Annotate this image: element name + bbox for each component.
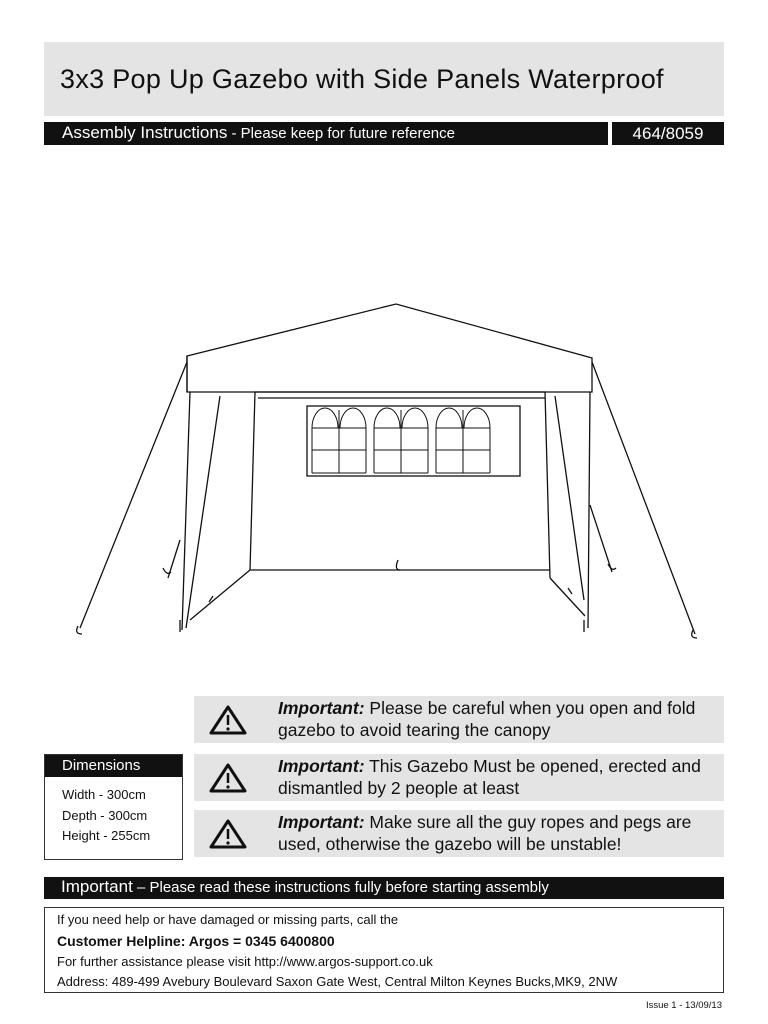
help-line: If you need help or have damaged or missing parts, call the xyxy=(57,912,399,927)
dimensions-box xyxy=(44,754,183,860)
page-title: 3x3 Pop Up Gazebo with Side Panels Waterproof xyxy=(60,64,664,94)
subtitle-bar xyxy=(44,122,608,145)
important-bar xyxy=(44,877,724,899)
subtitle-rest: - Please keep for future reference xyxy=(227,125,455,142)
warning-icon xyxy=(208,762,248,794)
customer-helpline: Customer Helpline: Argos = 0345 6400800 xyxy=(57,933,335,949)
dimension-width: Width - 300cm xyxy=(62,787,146,802)
warning-label: Important: xyxy=(278,698,365,718)
warning-label: Important: xyxy=(278,812,365,832)
warning-label: Important: xyxy=(278,756,365,776)
dimension-depth: Depth - 300cm xyxy=(62,807,148,823)
warning-box-3 xyxy=(194,810,724,857)
warning-icon xyxy=(208,704,248,736)
product-code: 464/8059 xyxy=(612,122,724,145)
dimensions-title: Dimensions xyxy=(45,755,182,777)
warning-text: Please be careful when you open and fold gazebo to avoid tearing the canopy xyxy=(278,698,696,740)
important-label: Important xyxy=(61,877,133,896)
warning-box-1 xyxy=(194,696,724,743)
address: Address: 489-499 Avebury Boulevard Saxon Gate West, Central Milton Keynes Bucks,MK9, 2NW xyxy=(57,974,618,989)
subtitle-main: Assembly Instructions xyxy=(62,123,228,142)
warning-text: Make sure all the guy ropes and pegs are used, otherwise the gazebo will be unstable! xyxy=(278,812,692,854)
warning-box-2 xyxy=(194,754,724,801)
dimension-height: Height - 255cm xyxy=(62,828,151,843)
help-box xyxy=(44,907,724,993)
important-text: – Please read these instructions fully before starting assembly xyxy=(132,879,549,896)
gazebo-illustration xyxy=(70,295,710,645)
warning-icon xyxy=(208,818,248,850)
support-website: For further assistance please visit http://www.argos-support.co.uk xyxy=(57,954,433,969)
warning-text: This Gazebo Must be opened, erected and dismantled by 2 people at least xyxy=(278,756,701,798)
issue-number: Issue 1 - 13/09/13 xyxy=(645,1000,722,1011)
